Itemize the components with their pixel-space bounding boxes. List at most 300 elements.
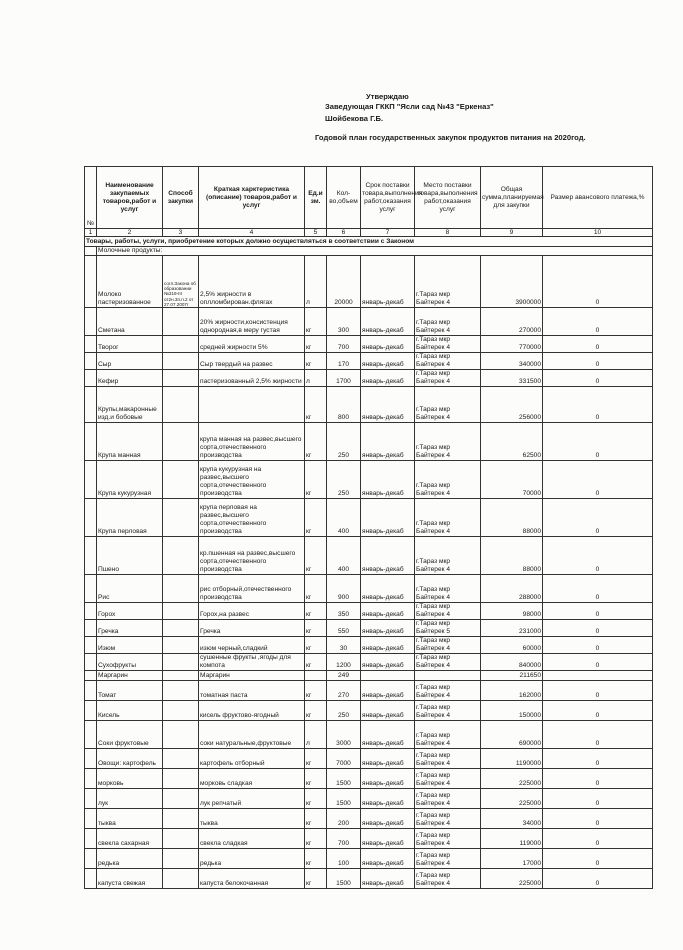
table-row: [85, 387, 653, 423]
delivery-place: г.Тараз мкр Байтерек 5: [415, 620, 481, 637]
unit: кг: [305, 637, 327, 654]
quantity: 300: [327, 308, 361, 336]
table-row: [85, 769, 653, 789]
quantity: 30: [327, 637, 361, 654]
item-description: соки натуральные,фруктовые: [199, 721, 305, 749]
col-number: 8: [415, 229, 481, 237]
unit: кг: [305, 353, 327, 370]
delivery-term: [361, 671, 415, 681]
col-header-desc: Краткая харктеристика (описание) товаров,работ и услуг: [199, 167, 305, 229]
table-row: [85, 620, 653, 637]
delivery-term: январь-декаб: [361, 769, 415, 789]
item-description: [199, 387, 305, 423]
advance-payment: 0: [543, 387, 653, 423]
advance-payment: 0: [543, 423, 653, 461]
procurement-method: [163, 620, 199, 637]
section-title: Товары, работы, услуги, приобретение которых должно осуществляться в соответствии с Законом: [85, 237, 653, 247]
delivery-place: г.Тараз мкр Байтерек 4: [415, 353, 481, 370]
row-no: [85, 256, 97, 308]
advance-payment: 0: [543, 603, 653, 620]
col-number: 6: [327, 229, 361, 237]
unit: кг: [305, 749, 327, 769]
delivery-place: г.Тараз мкр Байтерек 4: [415, 654, 481, 671]
table-header-row: [85, 167, 653, 229]
procurement-method: [163, 701, 199, 721]
unit: кг: [305, 849, 327, 869]
advance-payment: [543, 671, 653, 681]
item-name: свекла сахарная: [97, 829, 163, 849]
procurement-method: [163, 461, 199, 499]
item-description: сушенные фрукты ,ягоды для компота: [199, 654, 305, 671]
quantity: 100: [327, 849, 361, 869]
item-name: Овощи: картофель: [97, 749, 163, 769]
item-description: томатная паста: [199, 681, 305, 701]
delivery-term: январь-декаб: [361, 789, 415, 809]
quantity: 7000: [327, 749, 361, 769]
delivery-place: г.Тараз мкр Байтерек 4: [415, 336, 481, 353]
total-sum: 770000: [481, 336, 543, 353]
delivery-place: г.Тараз мкр Байтерек 4: [415, 370, 481, 387]
total-sum: 70000: [481, 461, 543, 499]
col-header-unit: Ед.и зм.: [305, 167, 327, 229]
table-row: [85, 499, 653, 537]
delivery-term: январь-декаб: [361, 537, 415, 575]
delivery-place: г.Тараз мкр Байтерек 4: [415, 769, 481, 789]
table-row: [85, 701, 653, 721]
col-number: 5: [305, 229, 327, 237]
item-description: рис отборный,отечественного производства: [199, 575, 305, 603]
delivery-place: г.Тараз мкр Байтерек 4: [415, 849, 481, 869]
quantity: 900: [327, 575, 361, 603]
item-description: крупа кукурузная на развес,высшего сорта,отечественного производства: [199, 461, 305, 499]
table-row: [85, 681, 653, 701]
delivery-place: г.Тараз мкр Байтерек 4: [415, 829, 481, 849]
row-no: [85, 849, 97, 869]
advance-payment: 0: [543, 499, 653, 537]
quantity: 550: [327, 620, 361, 637]
delivery-place: г.Тараз мкр Байтерек 4: [415, 749, 481, 769]
delivery-place: г.Тараз мкр Байтерек 4: [415, 575, 481, 603]
col-header-term: Срок поставки товара,выполнения работ,оказания услуг: [361, 167, 415, 229]
table-row: [85, 809, 653, 829]
quantity: 3000: [327, 721, 361, 749]
col-header-sum: Общая сумма,планируемая для закупки: [481, 167, 543, 229]
delivery-term: январь-декаб: [361, 654, 415, 671]
item-description: тыква: [199, 809, 305, 829]
table-row: [85, 256, 653, 308]
procurement-method: [163, 353, 199, 370]
advance-payment: 0: [543, 809, 653, 829]
item-name: Крупы,макаронные изд.и бобовые: [97, 387, 163, 423]
item-description: Маргарин: [199, 671, 305, 681]
row-no: [85, 654, 97, 671]
row-no: [85, 575, 97, 603]
delivery-place: г.Тараз мкр Байтерек 4: [415, 423, 481, 461]
delivery-place: г.Тараз мкр Байтерек 4: [415, 387, 481, 423]
row-no: [85, 721, 97, 749]
advance-payment: 0: [543, 537, 653, 575]
total-sum: 225000: [481, 789, 543, 809]
procurement-method: [163, 499, 199, 537]
table-row: [85, 575, 653, 603]
row-no: [85, 336, 97, 353]
total-sum: 340000: [481, 353, 543, 370]
procurement-method: согл.Закона об образовании №319-III от2н.3п.п.2 от 27.07.2007г: [163, 256, 199, 308]
item-name: Крупа манная: [97, 423, 163, 461]
item-description: пастеризованный 2,5% жирности: [199, 370, 305, 387]
delivery-term: январь-декаб: [361, 721, 415, 749]
delivery-term: январь-декаб: [361, 701, 415, 721]
procurement-method: [163, 829, 199, 849]
procurement-method: [163, 789, 199, 809]
unit: кг: [305, 461, 327, 499]
item-description: Горох,на развес: [199, 603, 305, 620]
total-sum: 17000: [481, 849, 543, 869]
total-sum: 98000: [481, 603, 543, 620]
item-name: лук: [97, 789, 163, 809]
delivery-term: январь-декаб: [361, 603, 415, 620]
table-row: [85, 721, 653, 749]
advance-payment: 0: [543, 637, 653, 654]
row-no: [85, 809, 97, 829]
advance-payment: 0: [543, 461, 653, 499]
unit: кг: [305, 620, 327, 637]
item-description: кр.пшенная на развес,высшего сорта,отечественного производства: [199, 537, 305, 575]
delivery-term: январь-декаб: [361, 387, 415, 423]
unit: кг: [305, 701, 327, 721]
table-row: [85, 603, 653, 620]
item-description: 20% жирности,консистенция однородная,в меру густая: [199, 308, 305, 336]
col-number: 7: [361, 229, 415, 237]
col-number: 1: [85, 229, 97, 237]
advance-payment: 0: [543, 370, 653, 387]
total-sum: 88000: [481, 499, 543, 537]
procurement-method: [163, 637, 199, 654]
delivery-term: январь-декаб: [361, 575, 415, 603]
col-header-name: Наименование закупаемых товаров,работ и услуг: [97, 167, 163, 229]
unit: л: [305, 721, 327, 749]
col-header-no: №: [85, 167, 97, 229]
section-row: [85, 237, 653, 247]
unit: кг: [305, 809, 327, 829]
delivery-place: [415, 671, 481, 681]
unit: кг: [305, 829, 327, 849]
total-sum: 150000: [481, 701, 543, 721]
row-no: [85, 308, 97, 336]
delivery-place: г.Тараз мкр Байтерек 4: [415, 809, 481, 829]
table-row: [85, 423, 653, 461]
procurement-method: [163, 308, 199, 336]
item-description: морковь сладкая: [199, 769, 305, 789]
table-row: [85, 537, 653, 575]
procurement-method: [163, 869, 199, 889]
delivery-term: январь-декаб: [361, 499, 415, 537]
unit: кг: [305, 499, 327, 537]
item-name: Творог: [97, 336, 163, 353]
quantity: 1500: [327, 869, 361, 889]
item-name: Сухофрукты: [97, 654, 163, 671]
delivery-term: январь-декаб: [361, 681, 415, 701]
quantity: 700: [327, 336, 361, 353]
total-sum: 225000: [481, 869, 543, 889]
subsection-title: Молочные продукты:: [97, 247, 653, 256]
item-description: кисель фруктово-ягодный: [199, 701, 305, 721]
delivery-term: январь-декаб: [361, 256, 415, 308]
col-number: 2: [97, 229, 163, 237]
item-description: крупа перловая на развес,высшего сорта,отечественного производства: [199, 499, 305, 537]
advance-payment: 0: [543, 620, 653, 637]
row-no: [85, 869, 97, 889]
procurement-plan-table: [84, 166, 653, 889]
unit: л: [305, 256, 327, 308]
delivery-place: г.Тараз мкр Байтерек 4: [415, 256, 481, 308]
col-header-advance: Размер авансового платежа,%: [543, 167, 653, 229]
quantity: 249: [327, 671, 361, 681]
item-name: Кисель: [97, 701, 163, 721]
total-sum: 225000: [481, 769, 543, 789]
advance-payment: 0: [543, 353, 653, 370]
delivery-place: г.Тараз мкр Байтерек 4: [415, 721, 481, 749]
subsection-row: [85, 247, 653, 256]
item-name: Соки фруктовые: [97, 721, 163, 749]
quantity: 400: [327, 499, 361, 537]
table-row: [85, 461, 653, 499]
item-description: изюм черный,сладкий: [199, 637, 305, 654]
item-name: Гречка: [97, 620, 163, 637]
unit: л: [305, 370, 327, 387]
quantity: 170: [327, 353, 361, 370]
quantity: 250: [327, 701, 361, 721]
total-sum: 270000: [481, 308, 543, 336]
item-description: Сыр твердый на развес: [199, 353, 305, 370]
row-no: [85, 499, 97, 537]
advance-payment: 0: [543, 256, 653, 308]
item-description: средней жирности 5%: [199, 336, 305, 353]
delivery-place: г.Тараз мкр Байтерек 4: [415, 789, 481, 809]
delivery-term: январь-декаб: [361, 809, 415, 829]
item-description: картофель отборный: [199, 749, 305, 769]
col-header-method: Способ закупки: [163, 167, 199, 229]
item-name: редька: [97, 849, 163, 869]
delivery-term: январь-декаб: [361, 869, 415, 889]
item-name: Маргарин: [97, 671, 163, 681]
procurement-method: [163, 721, 199, 749]
item-name: Пшено: [97, 537, 163, 575]
table-row: [85, 308, 653, 336]
procurement-method: [163, 336, 199, 353]
item-name: тыква: [97, 809, 163, 829]
advance-payment: 0: [543, 869, 653, 889]
row-no: [85, 681, 97, 701]
document-title: Годовой план государственных закупок продуктов питания на 2020год.: [315, 133, 586, 142]
delivery-place: г.Тараз мкр Байтерек 4: [415, 308, 481, 336]
item-description: крупа манная на развес,высшего сорта,отечественного производства: [199, 423, 305, 461]
unit: кг: [305, 654, 327, 671]
total-sum: 840000: [481, 654, 543, 671]
item-name: Кефир: [97, 370, 163, 387]
advance-payment: 0: [543, 336, 653, 353]
total-sum: 331500: [481, 370, 543, 387]
row-no: [85, 537, 97, 575]
table-row: [85, 849, 653, 869]
procurement-method: [163, 654, 199, 671]
quantity: 400: [327, 537, 361, 575]
table-row: [85, 336, 653, 353]
table-row: [85, 829, 653, 849]
delivery-term: январь-декаб: [361, 353, 415, 370]
table-row: [85, 869, 653, 889]
row-no: [85, 461, 97, 499]
approve-label: Утверждаю: [366, 92, 409, 101]
col-number: 10: [543, 229, 653, 237]
col-number: 3: [163, 229, 199, 237]
quantity: 800: [327, 387, 361, 423]
item-description: 2,5% жирности в оплломбирован.флягах: [199, 256, 305, 308]
row-no: [85, 353, 97, 370]
advance-payment: 0: [543, 829, 653, 849]
quantity: 700: [327, 829, 361, 849]
total-sum: 88000: [481, 537, 543, 575]
total-sum: 256000: [481, 387, 543, 423]
item-name: Сметана: [97, 308, 163, 336]
item-name: морковь: [97, 769, 163, 789]
row-no: [85, 789, 97, 809]
total-sum: 162000: [481, 681, 543, 701]
procurement-method: [163, 749, 199, 769]
delivery-term: январь-декаб: [361, 849, 415, 869]
quantity: 270: [327, 681, 361, 701]
procurement-method: [163, 809, 199, 829]
unit: кг: [305, 869, 327, 889]
item-name: Крупа перловая: [97, 499, 163, 537]
unit: кг: [305, 387, 327, 423]
total-sum: 62500: [481, 423, 543, 461]
item-name: капуста свежая: [97, 869, 163, 889]
delivery-term: январь-декаб: [361, 370, 415, 387]
approver-name: Шойбекова Г.Б.: [325, 114, 384, 123]
advance-payment: 0: [543, 654, 653, 671]
procurement-method: [163, 681, 199, 701]
procurement-method: [163, 370, 199, 387]
table-row: [85, 749, 653, 769]
unit: кг: [305, 336, 327, 353]
item-name: Сыр: [97, 353, 163, 370]
procurement-method: [163, 671, 199, 681]
item-name: Рис: [97, 575, 163, 603]
procurement-method: [163, 849, 199, 869]
row-no: [85, 423, 97, 461]
unit: кг: [305, 575, 327, 603]
delivery-term: январь-декаб: [361, 829, 415, 849]
advance-payment: 0: [543, 308, 653, 336]
table-row: [85, 353, 653, 370]
total-sum: 3900000: [481, 256, 543, 308]
row-no: [85, 603, 97, 620]
advance-payment: 0: [543, 849, 653, 869]
total-sum: 60000: [481, 637, 543, 654]
row-no: [85, 769, 97, 789]
row-no: [85, 671, 97, 681]
col-number: 4: [199, 229, 305, 237]
quantity: 350: [327, 603, 361, 620]
procurement-method: [163, 769, 199, 789]
item-name: Горох: [97, 603, 163, 620]
total-sum: 231000: [481, 620, 543, 637]
delivery-place: г.Тараз мкр Байтерек 4: [415, 499, 481, 537]
advance-payment: 0: [543, 721, 653, 749]
delivery-place: г.Тараз мкр Байтерек 4: [415, 637, 481, 654]
item-name: Томат: [97, 681, 163, 701]
quantity: 200: [327, 809, 361, 829]
row-no: [85, 387, 97, 423]
total-sum: 288000: [481, 575, 543, 603]
col-number: 9: [481, 229, 543, 237]
row-no: [85, 637, 97, 654]
item-description: капуста белокочанная: [199, 869, 305, 889]
unit: кг: [305, 308, 327, 336]
delivery-place: г.Тараз мкр Байтерек 4: [415, 603, 481, 620]
table-row: [85, 789, 653, 809]
unit: кг: [305, 681, 327, 701]
advance-payment: 0: [543, 749, 653, 769]
table-row: [85, 637, 653, 654]
unit: [305, 671, 327, 681]
total-sum: 211650: [481, 671, 543, 681]
advance-payment: 0: [543, 575, 653, 603]
quantity: 250: [327, 461, 361, 499]
row-no: [85, 701, 97, 721]
item-name: Молоко пастеризованное: [97, 256, 163, 308]
unit: кг: [305, 537, 327, 575]
unit: кг: [305, 423, 327, 461]
item-description: Гречка: [199, 620, 305, 637]
delivery-term: январь-декаб: [361, 423, 415, 461]
procurement-method: [163, 603, 199, 620]
unit: кг: [305, 789, 327, 809]
delivery-term: январь-декаб: [361, 637, 415, 654]
quantity: 1200: [327, 654, 361, 671]
quantity: 20000: [327, 256, 361, 308]
procurement-method: [163, 575, 199, 603]
delivery-place: г.Тараз мкр Байтерек 4: [415, 869, 481, 889]
advance-payment: 0: [543, 701, 653, 721]
delivery-place: г.Тараз мкр Байтерек 4: [415, 537, 481, 575]
table-row: [85, 370, 653, 387]
total-sum: 34000: [481, 809, 543, 829]
col-header-place: Место поставки товара,выполнения работ,оказания услуг: [415, 167, 481, 229]
delivery-place: г.Тараз мкр Байтерек 4: [415, 701, 481, 721]
table-row: [85, 654, 653, 671]
col-header-qty: Кол-во,объем: [327, 167, 361, 229]
item-description: редька: [199, 849, 305, 869]
delivery-term: январь-декаб: [361, 749, 415, 769]
procurement-method: [163, 537, 199, 575]
delivery-term: январь-декаб: [361, 308, 415, 336]
approver-position: Заведующая ГККП "Ясли сад №43 "Еркеназ": [325, 102, 494, 111]
total-sum: 690000: [481, 721, 543, 749]
quantity: 250: [327, 423, 361, 461]
delivery-place: г.Тараз мкр Байтерек 4: [415, 461, 481, 499]
delivery-place: г.Тараз мкр Байтерек 4: [415, 681, 481, 701]
advance-payment: 0: [543, 789, 653, 809]
procurement-method: [163, 387, 199, 423]
unit: кг: [305, 769, 327, 789]
item-description: лук репчатый: [199, 789, 305, 809]
quantity: 1500: [327, 789, 361, 809]
row-no: [85, 829, 97, 849]
total-sum: 1190000: [481, 749, 543, 769]
quantity: 1700: [327, 370, 361, 387]
